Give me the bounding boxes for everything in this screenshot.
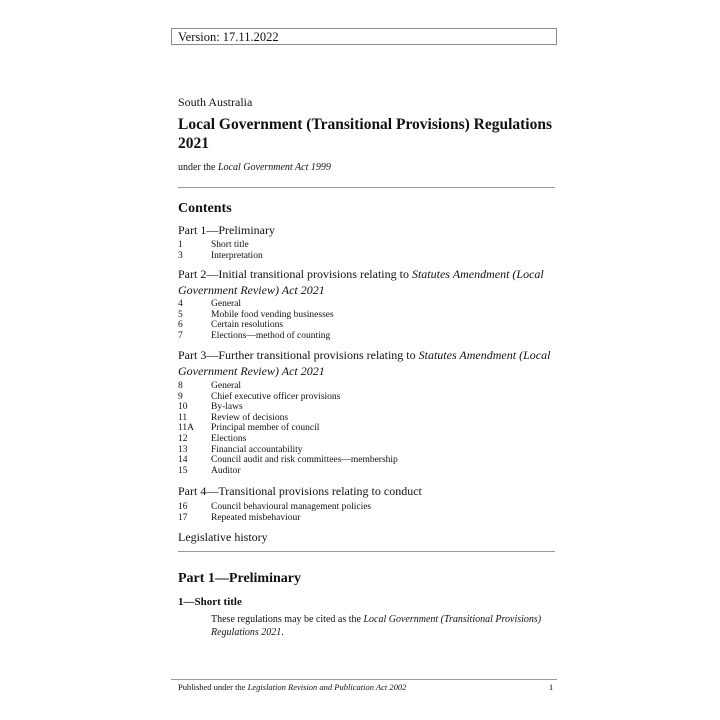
toc-item-title: By-laws	[211, 402, 243, 413]
toc-item[interactable]	[178, 455, 398, 466]
toc-part-1-heading[interactable]	[178, 222, 558, 238]
toc-item-title: Short title	[211, 240, 249, 250]
footer-prefix: Published under the	[178, 682, 248, 692]
toc-part-4-heading-text: Part 4—Transitional provisions relating to conduct	[178, 484, 422, 498]
contents-heading: Contents	[178, 201, 232, 216]
toc-item-title: Council behavioural management policies	[211, 502, 372, 512]
toc-item[interactable]	[178, 502, 371, 513]
toc-part-3-list	[178, 381, 398, 476]
toc-part-2-heading-text: Part 2—Initial transitional provisions relating to	[178, 267, 412, 281]
divider	[178, 551, 555, 552]
toc-item[interactable]	[178, 413, 398, 424]
toc-item-number: 10	[178, 402, 188, 413]
toc-item-number: 16	[178, 502, 188, 512]
toc-item-number: 1	[178, 240, 183, 250]
toc-item-title: General	[211, 299, 242, 309]
divider	[178, 187, 555, 188]
toc-item-number: 5	[178, 309, 183, 320]
toc-item-number: 11A	[178, 423, 195, 434]
toc-item[interactable]	[178, 423, 398, 434]
toc-item-title: Elections	[211, 433, 247, 444]
toc-item-number: 12	[178, 433, 188, 444]
toc-item-title: Repeated misbehaviour	[211, 512, 301, 523]
version-label: Version: 17.11.2022	[171, 28, 557, 45]
section-1-citation: Local Government (Transitional Provisions) Regulations 2021	[211, 614, 542, 638]
toc-item-title: Elections—method of counting	[211, 330, 331, 341]
toc-item[interactable]	[178, 434, 398, 445]
part-1-heading: Part 1—Preliminary	[178, 571, 301, 586]
toc-legislative-history[interactable]: Legislative history	[178, 530, 268, 544]
toc-item[interactable]	[178, 381, 398, 392]
toc-item[interactable]	[178, 240, 263, 251]
footer-publication-note	[178, 682, 406, 692]
toc-part-2-heading[interactable]	[178, 266, 558, 298]
toc-item[interactable]	[178, 392, 398, 403]
section-1-heading: 1—Short title	[178, 596, 242, 608]
toc-item-number: 13	[178, 444, 188, 455]
toc-item-title: Auditor	[211, 465, 241, 476]
toc-item-title: Interpretation	[211, 250, 263, 261]
toc-item-number: 4	[178, 299, 183, 309]
toc-part-4-heading[interactable]	[178, 483, 558, 499]
toc-item-title: Certain resolutions	[211, 320, 284, 331]
toc-item[interactable]	[178, 402, 398, 413]
toc-part-2-list	[178, 299, 334, 341]
section-1-text: These regulations may be cited as the	[211, 614, 364, 625]
toc-item[interactable]	[178, 331, 334, 342]
toc-item-title: Council audit and risk committees—membership	[211, 455, 398, 466]
toc-part-1-heading-text: Part 1—Preliminary	[178, 223, 275, 237]
toc-item-number: 3	[178, 250, 183, 261]
toc-item-title: General	[211, 381, 242, 391]
toc-item[interactable]	[178, 513, 371, 524]
toc-part-4-list	[178, 502, 371, 523]
toc-part-3-heading[interactable]	[178, 347, 558, 379]
toc-item-number: 9	[178, 391, 183, 402]
toc-item-number: 14	[178, 455, 188, 466]
toc-part-3-heading-text: Part 3—Further transitional provisions relating to	[178, 348, 419, 362]
page-number: 1	[549, 682, 554, 692]
toc-item[interactable]	[178, 251, 263, 262]
footer-act: Legislation Revision and Publication Act 2002	[247, 682, 407, 692]
toc-item[interactable]	[178, 299, 334, 310]
toc-item-title: Principal member of council	[211, 423, 320, 434]
toc-part-1-list	[178, 240, 263, 261]
footer-divider	[171, 679, 557, 680]
toc-item-title: Chief executive officer provisions	[211, 391, 341, 402]
toc-item-number: 17	[178, 512, 188, 523]
jurisdiction: South Australia	[178, 95, 253, 109]
toc-item-title: Financial accountability	[211, 444, 303, 455]
toc-item[interactable]	[178, 466, 398, 477]
toc-item-title: Mobile food vending businesses	[211, 309, 334, 320]
toc-item-number: 15	[178, 465, 188, 476]
toc-item-title: Review of decisions	[211, 412, 289, 423]
toc-part-2-heading-italic: Statutes Amendment (Local Government Review) Act 2021	[178, 267, 544, 297]
section-1-text-end: .	[281, 627, 284, 638]
toc-item[interactable]	[178, 320, 334, 331]
toc-item-number: 6	[178, 320, 183, 331]
section-1-body	[211, 613, 551, 639]
toc-item[interactable]	[178, 445, 398, 456]
under-prefix: under the	[178, 162, 218, 173]
toc-part-3-heading-italic: Statutes Amendment (Local Government Review) Act 2021	[178, 348, 551, 378]
enabling-act-line	[178, 162, 331, 173]
toc-item-number: 11	[178, 412, 188, 423]
toc-item-number: 7	[178, 330, 183, 341]
toc-item-number: 8	[178, 381, 183, 391]
enabling-act: Local Government Act 1999	[218, 162, 331, 173]
document-title: Local Government (Transitional Provisions) Regulations 2021	[178, 116, 553, 152]
toc-item[interactable]	[178, 310, 334, 321]
